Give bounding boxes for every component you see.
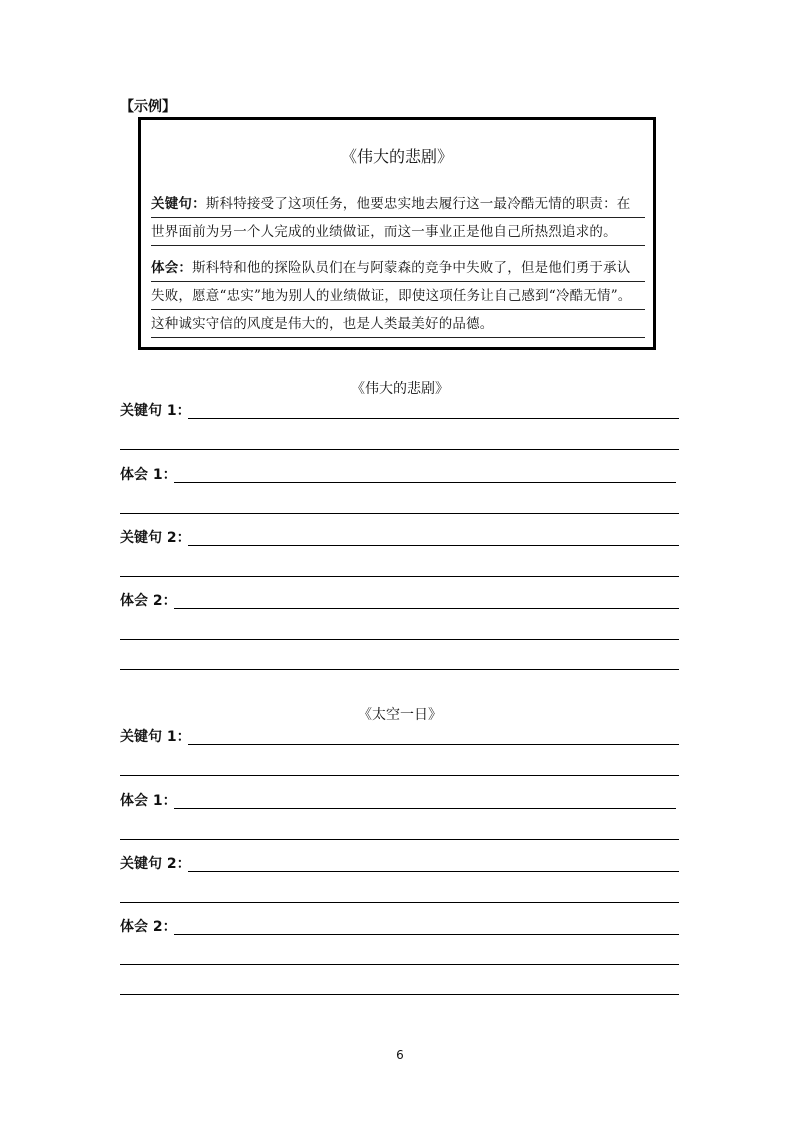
answer-line[interactable] [120,839,679,840]
field-label: 关键句 2： [120,856,191,872]
example-line [151,310,645,338]
example-line-text: 失败，愿意“忠实”地为别人的业绩做证，即使这项任务让自己感到“冷酷无情”。 [151,288,632,304]
answer-line[interactable] [120,669,679,670]
answer-line[interactable] [120,513,679,514]
answer-line[interactable] [120,639,679,640]
field-label: 体会 1： [120,467,177,483]
answer-line[interactable] [188,545,679,546]
example-line-text: 斯科特和他的探险队员们在与阿蒙森的竞争中失败了，但是他们勇于承认 [192,260,631,276]
example-line-text: 这种诚实守信的风度是伟大的，也是人类最美好的品德。 [151,316,494,332]
answer-line[interactable] [174,808,676,809]
example-line-label: 关键句： [151,196,206,212]
answer-line[interactable] [120,994,679,995]
example-line [151,282,645,310]
example-line [151,218,645,246]
answer-line[interactable] [120,775,679,776]
example-heading: 【示例】 [120,99,176,115]
answer-line[interactable] [120,449,679,450]
section-title: 《太空一日》 [358,707,442,723]
example-title: 《伟大的悲剧》 [340,147,453,166]
field-label: 体会 2： [120,919,177,935]
example-line [151,190,645,218]
example-line [151,254,645,282]
answer-line[interactable] [120,902,679,903]
field-label: 关键句 1： [120,729,191,745]
example-line-label: 体会： [151,260,193,276]
section-title: 《伟大的悲剧》 [351,381,449,397]
example-line-text: 世界面前为另一个人完成的业绩做证，而这一事业正是他自己所热烈追求的。 [151,224,617,240]
field-label: 关键句 1： [120,403,191,419]
answer-line[interactable] [188,744,679,745]
field-label: 体会 2： [120,593,177,609]
answer-line[interactable] [188,418,679,419]
answer-line[interactable] [174,482,676,483]
page-number: 6 [396,1048,404,1062]
field-label: 关键句 2： [120,530,191,546]
field-label: 体会 1： [120,793,177,809]
answer-line[interactable] [174,934,679,935]
example-line-text: 斯科特接受了这项任务，他要忠实地去履行这一最冷酷无情的职责：在 [205,196,631,212]
answer-line[interactable] [120,576,679,577]
answer-line[interactable] [120,964,679,965]
answer-line[interactable] [188,871,679,872]
example-box [138,117,656,350]
answer-line[interactable] [174,608,679,609]
